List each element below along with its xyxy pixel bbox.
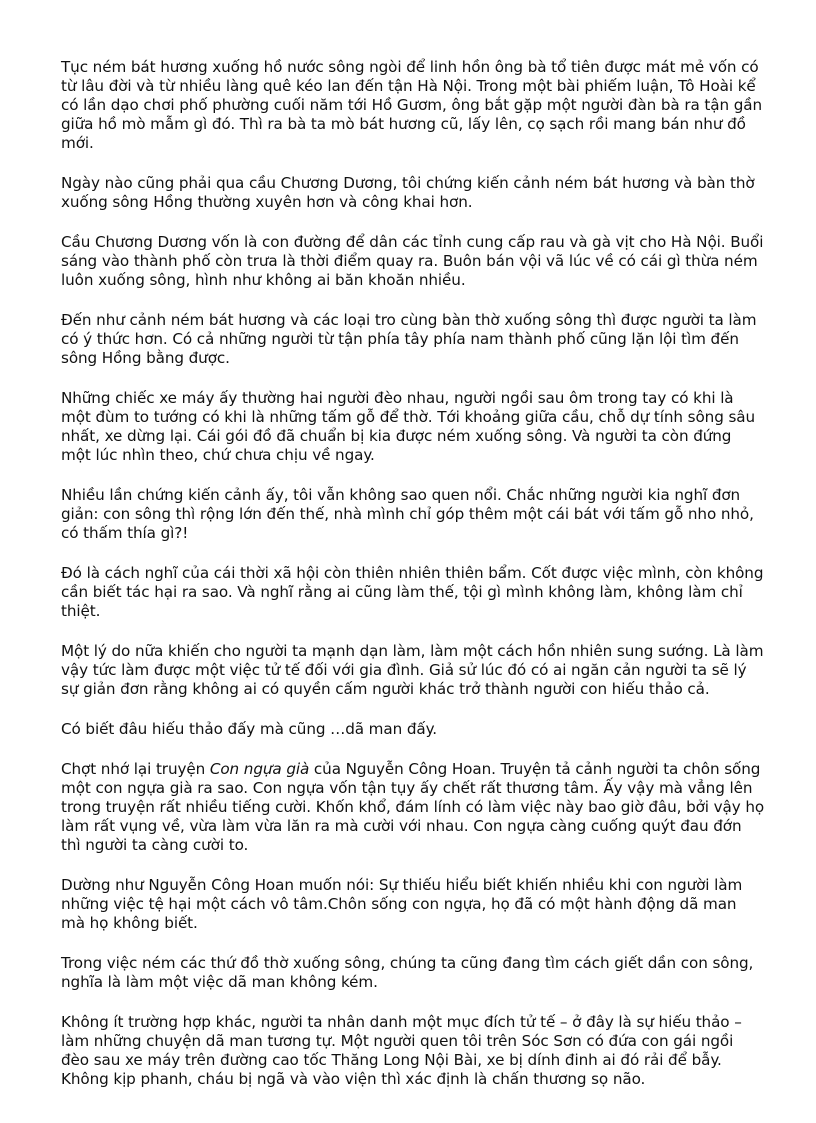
paragraph-6: Nhiều lần chứng kiến cảnh ấy, tôi vẫn không sao quen nổi. Chắc những người kia nghĩ đơn giản: con sông thì rộng lớn đến thế, nhà mình chỉ góp thêm một cái bát với tấm gỗ nho nhỏ, có thấm thía gì?! <box>61 486 754 542</box>
paragraph-8: Một lý do nữa khiến cho người ta mạnh dạn làm, làm một cách hồn nhiên sung sướng. Là làm vậy tức làm được một việc tử tế đối với gia đình. Giả sử lúc đó có ai ngăn cản người ta sẽ lý sự giản đơn rằng không ai có quyền cấm người khác trở thành người con hiếu thảo cả. <box>61 642 764 698</box>
paragraph-5: Những chiếc xe máy ấy thường hai người đèo nhau, người ngồi sau ôm trong tay có khi là một đùm to tướng có khi là những tấm gỗ để thờ. Tới khoảng giữa cầu, chỗ dự tính sông sâu nhất, xe dừng lại. Cái gói đồ đã chuẩn bị kia được ném xuống sông. Và người ta còn đứng một lúc nhìn theo, chứ chưa chịu về ngay. <box>61 389 756 464</box>
paragraph-10-text-after: của Nguyễn Công Hoan. Truyện tả cảnh người ta chôn sống một con ngựa già ra sao. Con ngựa vốn tận tụy ấy chết rất thương tâm. Ấy vậy mà vẳng lên trong truyện rất nhiều tiếng cười. Khốn khổ, đám lính có làm việc này bao giờ đâu, bởi vậy họ làm rất vụng về, vừa làm vừa lăn ra mà cười với nhau. Con ngựa càng cuống quýt đau đớn thì người ta càng cười to. <box>61 760 765 854</box>
paragraph-10-text-before: Chợt nhớ lại truyện <box>61 760 210 778</box>
paragraph-9: Có biết đâu hiếu thảo đấy mà cũng …dã man đấy. <box>61 720 438 738</box>
paragraph-2: Ngày nào cũng phải qua cầu Chương Dương, tôi chứng kiến cảnh ném bát hương và bàn thờ xuống sông Hồng thường xuyên hơn và công khai hơn. <box>61 174 755 211</box>
paragraph-11: Dường như Nguyễn Công Hoan muốn nói: Sự thiếu hiểu biết khiến nhiều khi con người làm những việc tệ hại một cách vô tâm.Chôn sống con ngựa, họ đã có một hành động dã man mà họ không biết. <box>61 876 743 932</box>
paragraph-3: Cầu Chương Dương vốn là con đường để dân các tỉnh cung cấp rau và gà vịt cho Hà Nội. Buổi sáng vào thành phố còn trưa là thời điểm quay ra. Buôn bán vội vã lúc về có cái gì thừa ném luôn xuống sông, hình như không ai băn khoăn nhiều. <box>61 233 764 289</box>
paragraph-13: Không ít trường hợp khác, người ta nhân danh một mục đích tử tế – ở đây là sự hiếu thảo – làm những chuyện dã man tương tự. Một người quen tôi trên Sóc Sơn có đứa con gái ngồi đèo sau xe máy trên đường cao tốc Thăng Long Nội Bài, xe bị dính đinh ai đó rải để bẫy. Không kịp phanh, cháu bị ngã và vào viện thì xác định là chấn thương sọ não. <box>61 1013 742 1088</box>
book-title-italic: Con ngựa già <box>209 760 310 778</box>
document-page <box>61 58 765 1089</box>
paragraph-12: Trong việc ném các thứ đồ thờ xuống sông, chúng ta cũng đang tìm cách giết dần con sông, nghĩa là làm một việc dã man không kém. <box>61 954 754 991</box>
paragraph-10 <box>61 760 765 855</box>
paragraph-7: Đó là cách nghĩ của cái thời xã hội còn thiên nhiên thiên bẩm. Cốt được việc mình, còn không cần biết tác hại ra sao. Và nghĩ rằng ai cũng làm thế, tội gì mình không làm, không làm chỉ thiệt. <box>61 564 764 620</box>
paragraph-1: Tục ném bát hương xuống hồ nước sông ngòi để linh hồn ông bà tổ tiên được mát mẻ vốn có từ lâu đời và từ nhiều làng quê kéo lan đến tận Hà Nội. Trong một bài phiếm luận, Tô Hoài kể có lần dạo chơi phố phường cuối năm tới Hồ Gươm, ông bắt gặp một người đàn bà ra tận gần giữa hồ mò mẫm gì đó. Thì ra bà ta mò bát hương cũ, lấy lên, cọ sạch rồi mang bán như đồ mới. <box>61 58 763 152</box>
paragraph-4: Đến như cảnh ném bát hương và các loại tro cùng bàn thờ xuống sông thì được người ta làm có ý thức hơn. Có cả những người từ tận phía tây phía nam thành phố cũng lặn lội tìm đến sông Hồng bằng được. <box>61 311 757 367</box>
